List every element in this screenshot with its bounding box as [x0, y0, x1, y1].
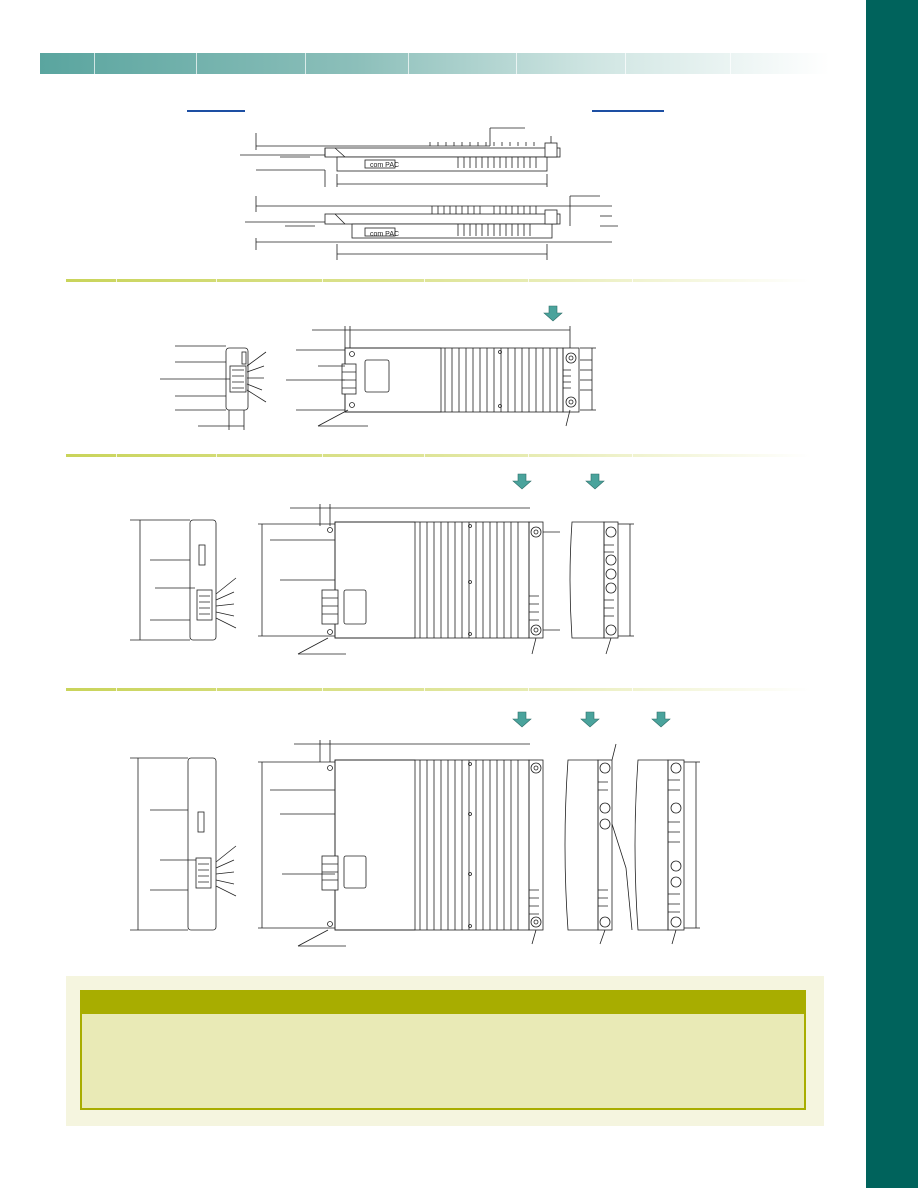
single-module-plan-view: [286, 306, 596, 426]
side-profile-lower: [245, 196, 618, 260]
single-module-end-view: [160, 346, 266, 430]
dual-module-end-view: [130, 520, 236, 640]
triple-module-end-view: [130, 758, 236, 930]
brand-mark-upper: com PAC: [370, 162, 400, 169]
airflow-arrow-2b: [586, 474, 604, 489]
triple-module-side-view-a: [565, 712, 632, 944]
dual-module-side-terminal-view: [570, 474, 634, 654]
airflow-arrow-3a: [513, 712, 531, 727]
side-color-band: [866, 0, 918, 1188]
brand-mark-lower: com PAC: [370, 231, 400, 238]
notes-header-bar: [82, 992, 804, 1014]
triple-module-side-view-b: [635, 712, 700, 944]
triple-module-plan-view: [258, 712, 543, 946]
airflow-arrow-2a: [513, 474, 531, 489]
airflow-arrow-3b: [581, 712, 599, 727]
airflow-arrow-3c: [652, 712, 670, 727]
dual-module-plan-view: [258, 474, 560, 654]
side-profile-upper: [240, 128, 560, 187]
notes-box: [80, 990, 806, 1110]
airflow-arrow-1a: [544, 306, 562, 321]
